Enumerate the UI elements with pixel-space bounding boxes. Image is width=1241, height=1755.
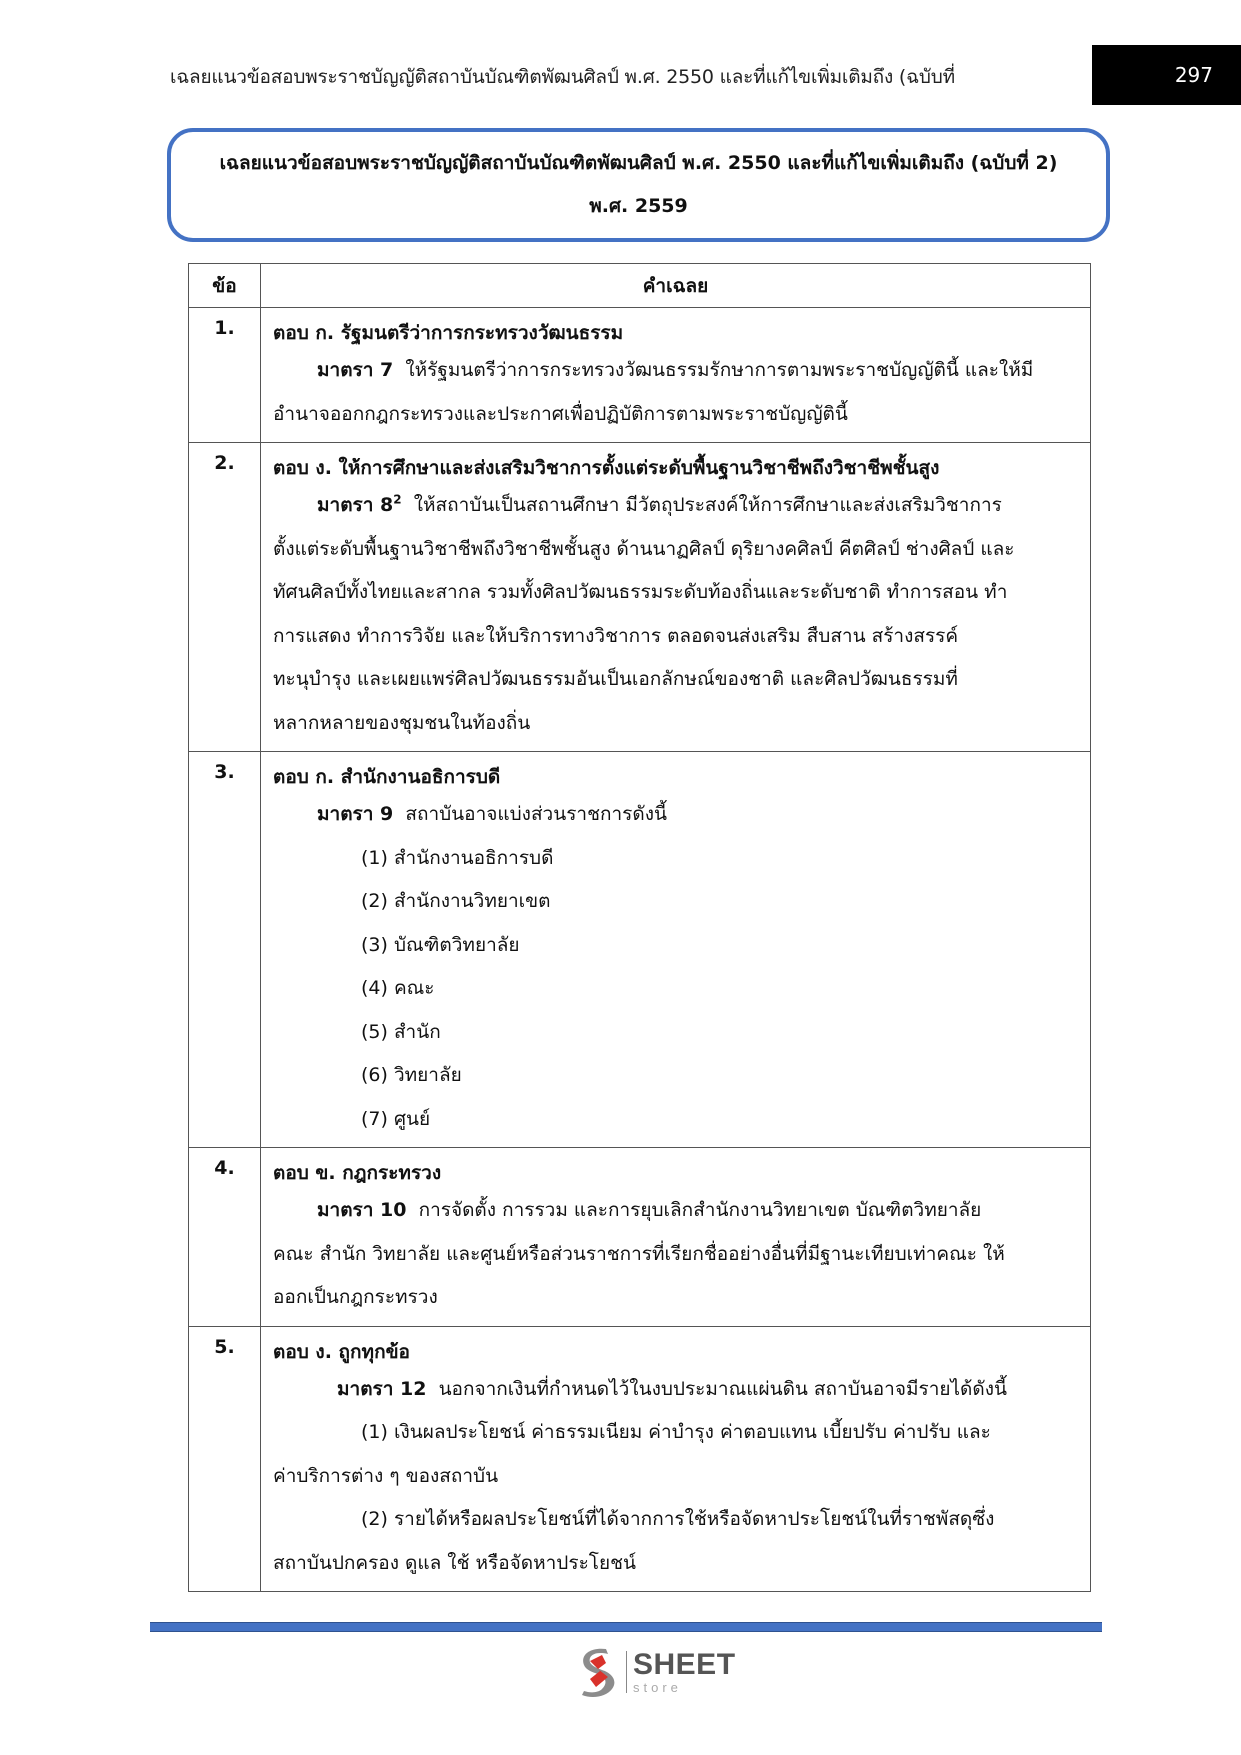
list-item: (3) บัณฑิตวิทยาลัย <box>361 933 520 956</box>
answer-heading: ตอบ ง. ให้การศึกษาและส่งเสริมวิชาการตั้งแต่ระดับพื้นฐานวิชาชีพถึงวิชาชีพชั้นสูง <box>273 457 940 479</box>
paragraph-line: ทัศนศิลป์ทั้งไทยและสากล รวมทั้งศิลปวัฒนธรรมระดับท้องถิ่นและระดับชาติ ทำการสอน ทำ <box>273 581 1008 603</box>
paragraph-line: สถาบันอาจแบ่งส่วนราชการดังนี้ <box>405 803 667 825</box>
paragraph-line: อำนาจออกกฎกระทรวงและประกาศเพื่อปฏิบัติการตามพระราชบัญญัตินี้ <box>273 402 848 425</box>
footnote-marker: 2 <box>393 492 402 507</box>
section-label: มาตรา $8^2$ <box>317 492 402 516</box>
answer-heading: ตอบ ง. ถูกทุกข้อ <box>273 1340 410 1363</box>
paragraph-line: นอกจากเงินที่กำหนดไว้ในงบประมาณแผ่นดิน สถาบันอาจมีรายได้ดังนี้ <box>438 1377 1007 1400</box>
section-paragraph <box>273 1368 1078 1412</box>
header-no: ข้อ <box>189 264 261 308</box>
logo-wordmark <box>633 1650 736 1694</box>
section-paragraph <box>273 793 1078 837</box>
list-item: (2) รายได้หรือผลประโยชน์ที่ได้จากการใช้หรือจัดหาประโยชน์ในที่ราชพัสดุซึ่ง <box>361 1508 995 1530</box>
row-number: 2. <box>189 443 261 752</box>
running-header: เฉลยแนวข้อสอบพระราชบัญญัติสถาบันบัณฑิตพัฒนศิลป์ พ.ศ. 2550 และที่แก้ไขเพิ่มเติมถึง (ฉบับที่ <box>170 66 955 88</box>
table-row <box>189 443 1091 752</box>
row-answer-cell <box>261 443 1091 752</box>
list-item: (2) สำนักงานวิทยาเขต <box>361 890 551 912</box>
list-item: (1) เงินผลประโยชน์ ค่าธรรมเนียม ค่าบำรุง ค่าตอบแทน เบี้ยปรับ ค่าปรับ และ <box>361 1421 991 1443</box>
footer-divider <box>150 1622 1102 1632</box>
list-item: (5) สำนัก <box>361 1020 441 1043</box>
paragraph-line: ให้รัฐมนตรีว่าการกระทรวงวัฒนธรรมรักษาการตามพระราชบัญญัตินี้ และให้มี <box>405 359 1034 381</box>
answer-heading: ตอบ ก. รัฐมนตรีว่าการกระทรวงวัฒนธรรม <box>273 322 624 344</box>
answer-heading: ตอบ ก. สำนักงานอธิการบดี <box>273 766 501 788</box>
list-item: (1) สำนักงานอธิการบดี <box>361 846 554 869</box>
table-row <box>189 1148 1091 1327</box>
section-label: มาตรา 7 <box>317 359 394 381</box>
section-paragraph <box>273 349 1078 393</box>
table-row <box>189 308 1091 443</box>
paragraph-line: ตั้งแต่ระดับพื้นฐานวิชาชีพถึงวิชาชีพชั้นสูง ด้านนาฏศิลป์ ดุริยางคศิลป์ คีตศิลป์ ช่างศิลป์ และ <box>273 537 1015 560</box>
sheet-store-s-icon <box>576 1645 620 1699</box>
row-answer-cell <box>261 752 1091 1148</box>
table-header-row <box>189 264 1091 308</box>
paragraph-line: ให้สถาบันเป็นสถานศึกษา มีวัตถุประสงค์ให้การศึกษาและส่งเสริมวิชาการ <box>413 494 1002 516</box>
table-row <box>189 752 1091 1148</box>
list-item-continuation: ค่าบริการต่าง ๆ ของสถาบัน <box>273 1464 499 1487</box>
sheet-store-logo <box>576 1645 736 1699</box>
title-box <box>167 128 1110 242</box>
row-answer-cell <box>261 308 1091 443</box>
logo-divider <box>626 1651 627 1693</box>
logo-sub-text: store <box>633 1680 682 1695</box>
row-number: 5. <box>189 1326 261 1592</box>
page-number-text: 297 <box>1174 63 1213 87</box>
list-item: (4) คณะ <box>361 977 435 999</box>
section-paragraph <box>273 484 1078 528</box>
answer-heading: ตอบ ข. กฎกระทรวง <box>273 1162 442 1184</box>
paragraph-line: คณะ สำนัก วิทยาลัย และศูนย์หรือส่วนราชการที่เรียกชื่ออย่างอื่นที่มีฐานะเทียบเท่าคณะ ให้ <box>273 1242 1005 1265</box>
section-label: มาตรา 12 <box>337 1377 427 1400</box>
row-answer-cell <box>261 1326 1091 1592</box>
section-label: มาตรา 10 <box>317 1199 407 1221</box>
title-line-1: เฉลยแนวข้อสอบพระราชบัญญัติสถาบันบัณฑิตพัฒนศิลป์ พ.ศ. 2550 และที่แก้ไขเพิ่มเติมถึง (ฉบับที่ 2) <box>219 152 1058 174</box>
paragraph-line: หลากหลายของชุมชนในท้องถิ่น <box>273 711 531 734</box>
logo-main-text: SHEET <box>633 1648 736 1681</box>
answer-table <box>188 263 1091 1592</box>
list-item-continuation: สถาบันปกครอง ดูแล ใช้ หรือจัดหาประโยชน์ <box>273 1551 637 1574</box>
list-item: (7) ศูนย์ <box>361 1107 431 1130</box>
header-answer: คำเฉลย <box>261 264 1091 308</box>
table-row <box>189 1326 1091 1592</box>
row-answer-cell <box>261 1148 1091 1327</box>
row-number: 4. <box>189 1148 261 1327</box>
section-label: มาตรา 9 <box>317 803 394 825</box>
list-item: (6) วิทยาลัย <box>361 1064 462 1086</box>
row-number: 3. <box>189 752 261 1148</box>
paragraph-line: ออกเป็นกฎกระทรวง <box>273 1286 438 1308</box>
page-number <box>1092 45 1241 105</box>
paragraph-line: การแสดง ทำการวิจัย และให้บริการทางวิชาการ ตลอดจนส่งเสริม สืบสาน สร้างสรรค์ <box>273 624 959 647</box>
section-paragraph <box>273 1189 1078 1233</box>
paragraph-line: ทะนุบำรุง และเผยแพร่ศิลปวัฒนธรรมอันเป็นเอกลักษณ์ของชาติ และศิลปวัฒนธรรมที่ <box>273 668 958 690</box>
title-line-2: พ.ศ. 2559 <box>589 195 688 217</box>
row-number: 1. <box>189 308 261 443</box>
paragraph-line: การจัดตั้ง การรวม และการยุบเลิกสำนักงานวิทยาเขต บัณฑิตวิทยาลัย <box>418 1199 982 1221</box>
